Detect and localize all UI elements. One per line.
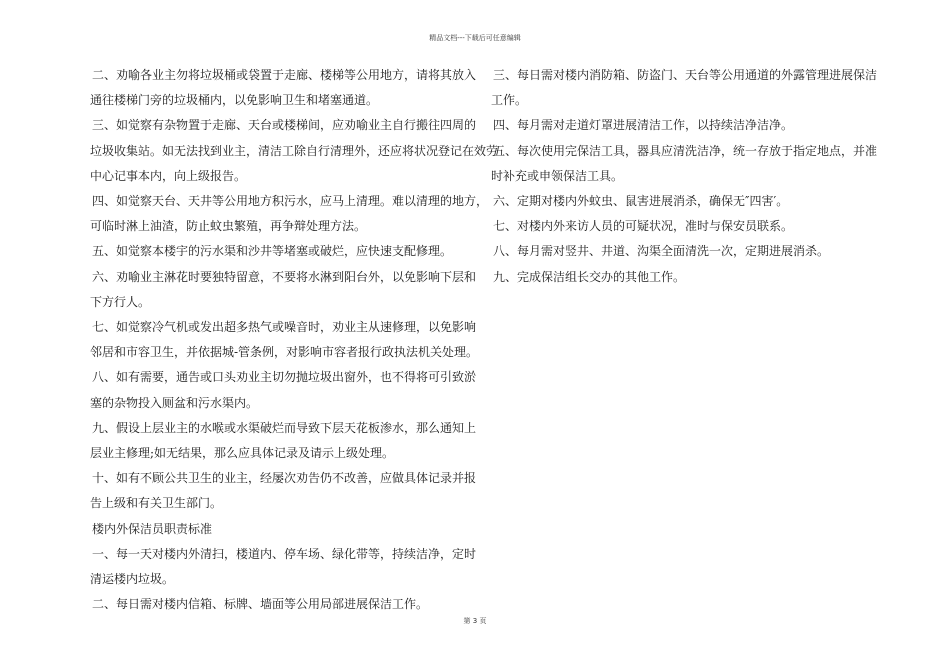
- paragraph: [491, 189, 869, 214]
- paragraph: [90, 592, 468, 617]
- text-line: 九、假设上层业主的水喉或水渠破烂而导致下层天花板渗水，那么通知上: [92, 420, 477, 435]
- text-line: 八、每月需对竖井、井道、沟渠全面清洗一次，定期进展消杀。: [493, 244, 830, 259]
- paragraph: [491, 63, 878, 113]
- text-line: 十、如有不顾公共卫生的业主，经屡次劝告仍不改善，应做具体记录并报: [92, 471, 477, 486]
- text-line: 九、完成保洁组长交办的其他工作。: [493, 269, 686, 284]
- text-line: 层业主修理;如无结果，那么应具体记录及请示上级处理。: [90, 446, 395, 461]
- text-line: 四、如觉察天台、天井等公用地方积污水，应马上清理。难以清理的地方，: [92, 194, 489, 209]
- text-line: 下方行人。: [90, 294, 151, 309]
- text-line: 二、劝喻各业主勿将垃圾桶或袋置于走廊、楼梯等公用地方，请将其放入: [92, 68, 477, 82]
- text-line: 可临时淋上油渣，防止蚊虫繁殖，再争辩处理方法。: [90, 219, 367, 234]
- text-line: 七、对楼内外来访人员的可疑状况，准时与保安员联系。: [493, 219, 794, 234]
- text-line: 楼内外保洁员职责标准: [92, 521, 213, 536]
- text-line: 二、每日需对楼内信箱、标牌、墙面等公用局部进展保洁工作。: [92, 597, 429, 612]
- text-line: 通往楼梯门旁的垃圾桶内，以免影响卫生和堵塞通道。: [90, 93, 379, 108]
- paragraph: [491, 139, 878, 189]
- paragraph: [90, 239, 468, 264]
- paragraph: [90, 63, 477, 113]
- paragraph: [90, 466, 477, 516]
- right-column: [491, 63, 878, 290]
- paragraph: [90, 265, 477, 315]
- paragraph: [90, 113, 499, 189]
- text-line: 告上级和有关卫生部门。: [90, 496, 223, 511]
- text-line: 工作。: [491, 93, 528, 108]
- page-number: 第 3 页: [463, 617, 487, 625]
- paragraph: [90, 189, 489, 239]
- paragraph: [90, 542, 477, 592]
- left-column: [90, 63, 499, 617]
- text-line: 六、定期对楼内外蚊虫、鼠害进展消杀，确保无″四害′。: [493, 194, 789, 209]
- text-line: 一、每一天对楼内外清扫，楼道内、停车场、绿化带等，持续洁净，定时: [92, 546, 477, 561]
- text-line: 时补充或申领保洁工具。: [491, 168, 624, 183]
- text-line: 塞的杂物投入厕盆和污水渠内。: [90, 395, 259, 410]
- text-line: 七、如觉察冷气机或发出超多热气或噪音时，劝业主从速修理，以免影响: [92, 320, 477, 335]
- text-line: 八、如有需要，通告或口头劝业主切勿抛垃圾出窗外，也不得将可引致淤: [92, 370, 477, 385]
- page-header: 精品文档---下载后可任意编辑: [429, 34, 521, 42]
- text-line: 垃圾收集站。如无法找到业主，清洁工除自行清理外，还应将状况登记在效劳: [90, 143, 499, 158]
- paragraph: [491, 239, 869, 264]
- text-line: 清运楼内垃圾。: [90, 572, 175, 587]
- paragraph: [90, 315, 479, 365]
- paragraph: [491, 214, 869, 239]
- text-line: 中心记事本内，向上级报告。: [90, 168, 247, 183]
- text-line: 三、每日需对楼内消防箱、防盗门、天台等公用通道的外露管理进展保洁: [493, 68, 878, 82]
- text-line: 五、每次使用完保洁工具，器具应清洗洁净，统一存放于指定地点，并准: [493, 143, 878, 158]
- paragraph: [491, 265, 869, 290]
- text-line: 三、如觉察有杂物置于走廊、天台或楼梯间，应劝喻业主自行搬往四周的: [92, 118, 477, 133]
- paragraph: [491, 113, 869, 138]
- paragraph: [90, 416, 477, 466]
- text-line: 六、劝喻业主淋花时要独特留意，不要将水淋到阳台外，以免影响下层和: [92, 269, 477, 284]
- text-line: 邻居和市容卫生，并依据城-管条例，对影响市容者报行政执法机关处理。: [90, 345, 479, 360]
- text-line: 五、如觉察本楼宇的污水渠和沙井等堵塞或破烂，应快速支配修理。: [92, 244, 453, 259]
- paragraph: [90, 517, 468, 542]
- text-line: 四、每月需对走道灯罩进展清洁工作，以持续洁净洁净。: [493, 118, 794, 133]
- paragraph: [90, 365, 477, 415]
